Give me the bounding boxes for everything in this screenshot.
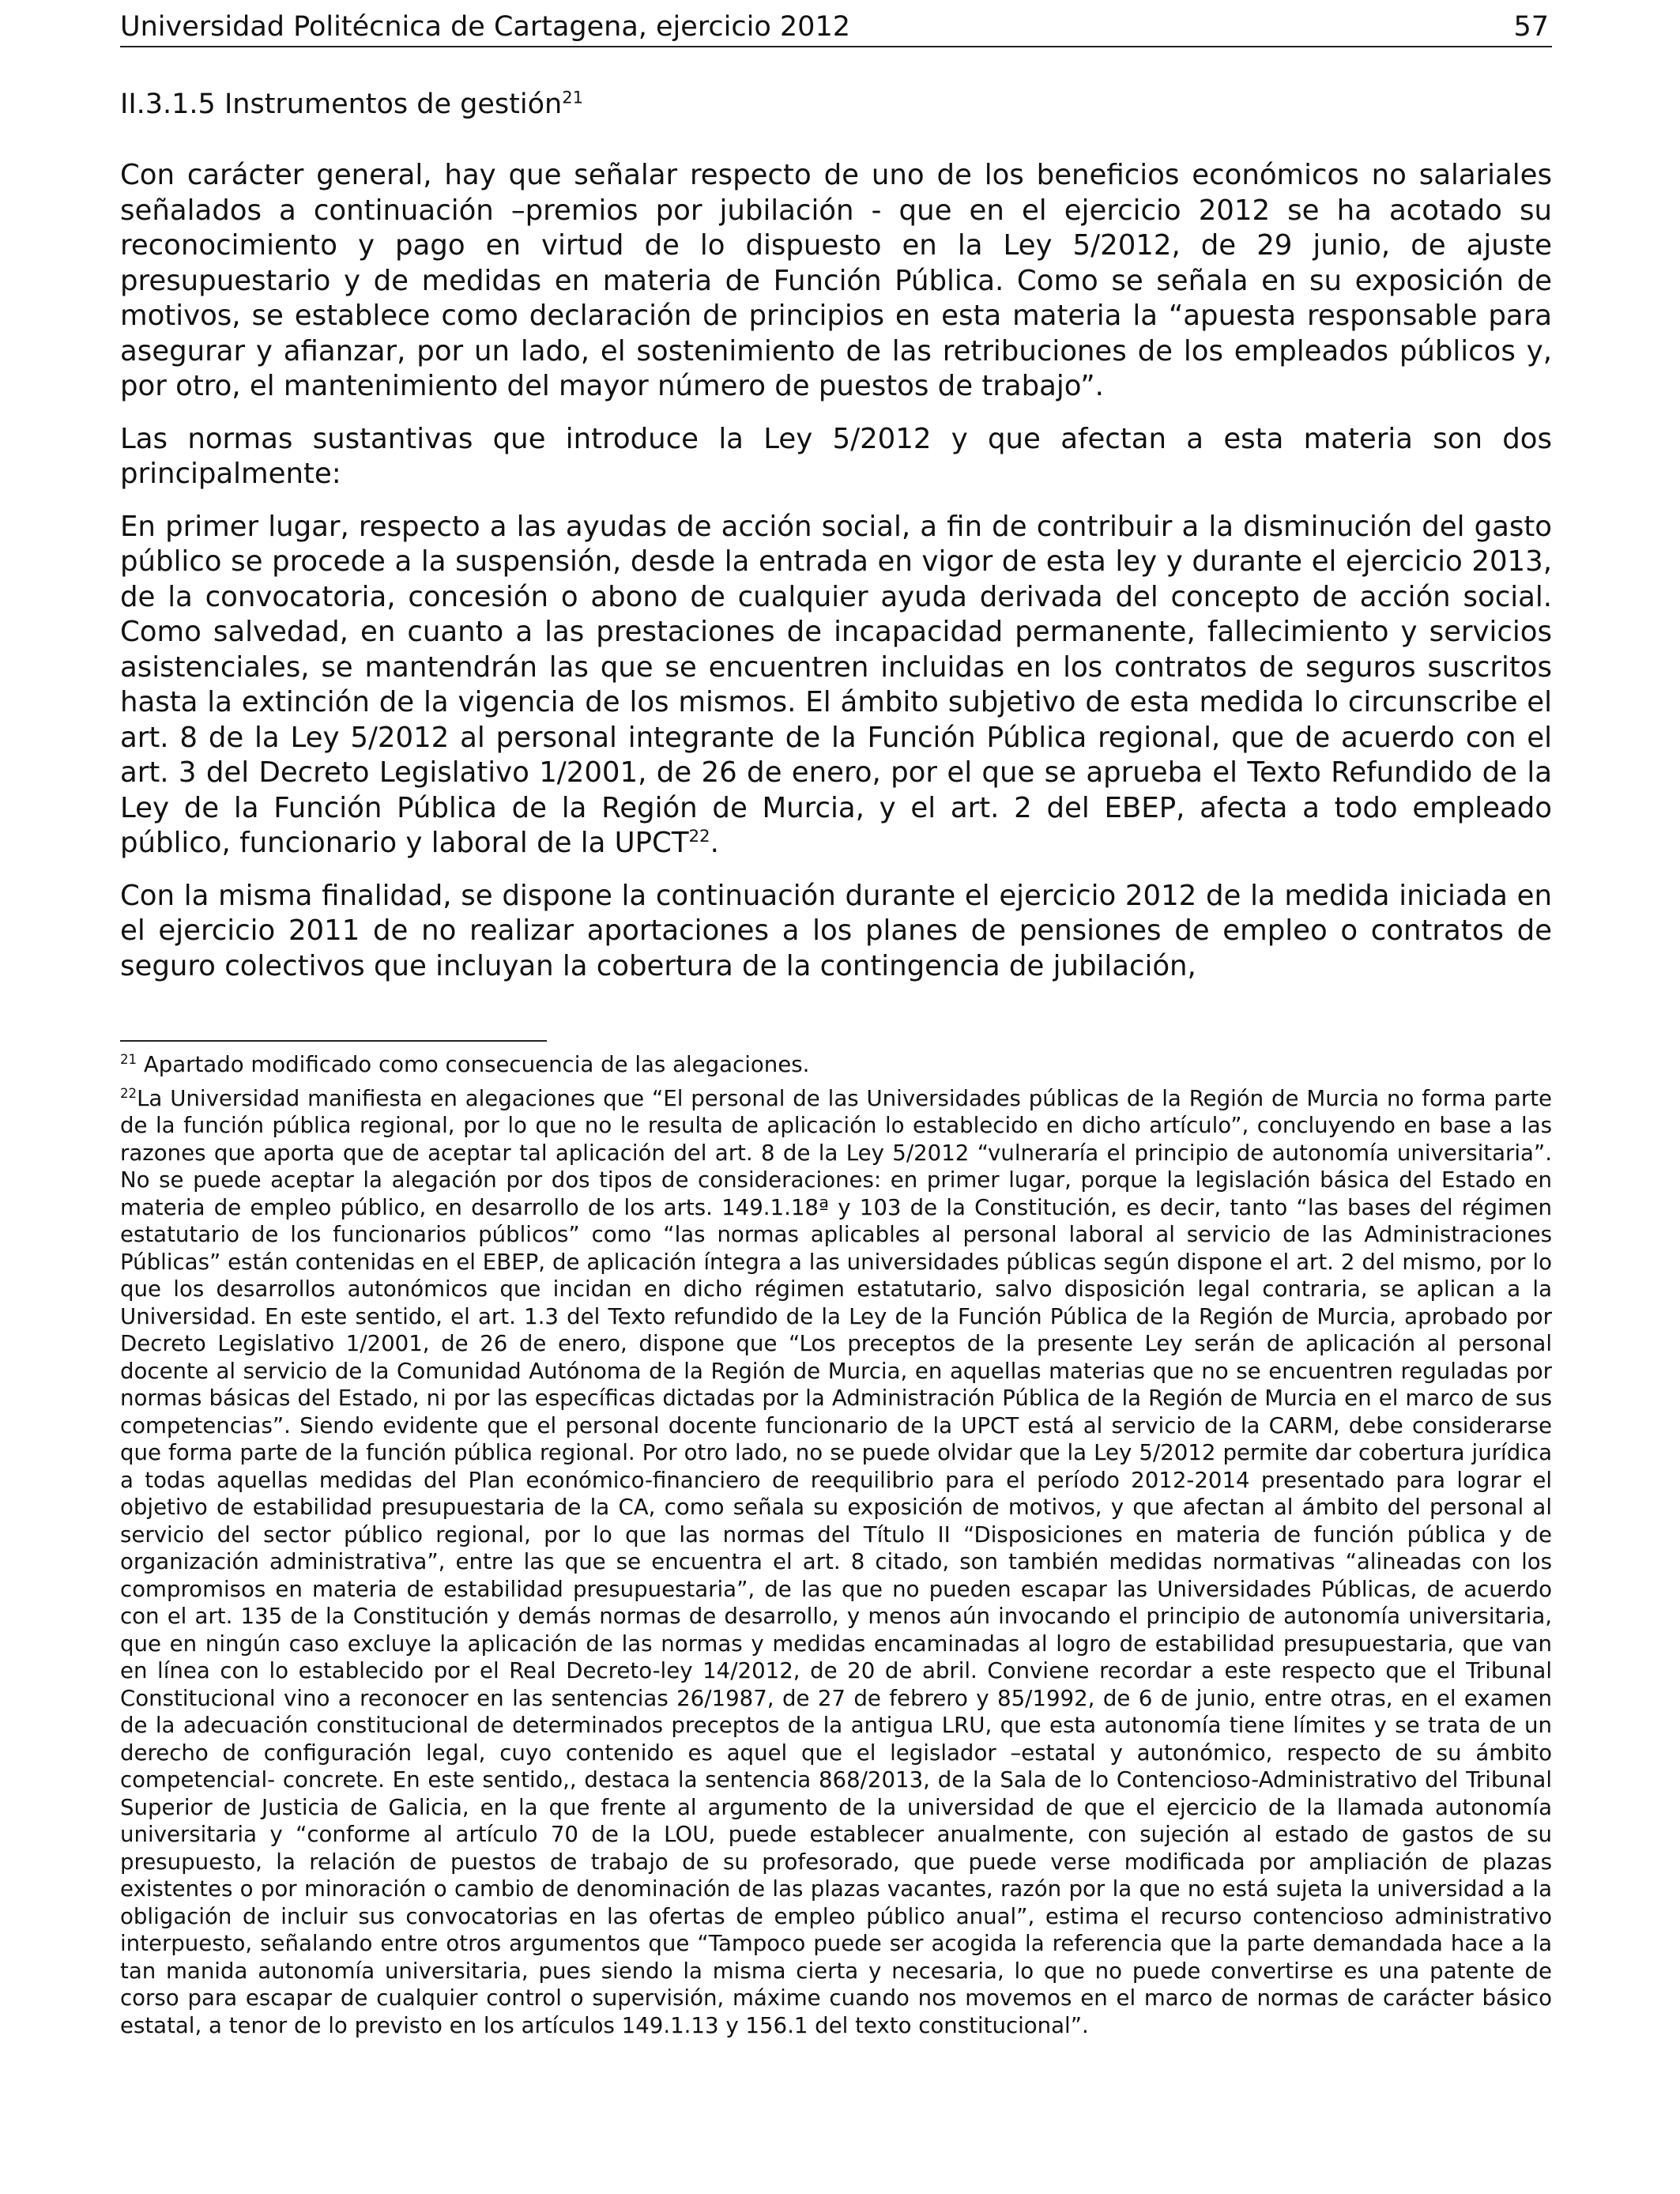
footnote-ref-22: 22 bbox=[688, 827, 710, 847]
footnote-ref-21: 21 bbox=[562, 88, 583, 107]
footnote-21 bbox=[120, 1051, 1552, 1079]
paragraph-3-end: . bbox=[710, 827, 719, 859]
paragraph-4: Con la misma finalidad, se dispone la continuación durante el ejercicio 2012 de la medida iniciada en el ejercicio 2011 de no realizar aportaciones a los planes de pensiones de empleo o contratos de seguro colectivos que incluyan la cobertura de la contingencia de jubilación, bbox=[120, 879, 1552, 982]
paragraph-3 bbox=[120, 510, 1552, 861]
section-heading-text: II.3.1.5 Instrumentos de gestión bbox=[120, 89, 563, 120]
main-content bbox=[120, 85, 1552, 1001]
paragraph-3-text: En primer lugar, respecto a las ayudas de acción social, a fin de contribuir a la disminución del gasto público se procede a la suspensión, desde la entrada en vigor de esta ley y durante el ejercicio 2013, de la convocatoria, concesión o abono de cualquier ayuda derivada del concepto de acción social. Como salvedad, en cuanto a las prestaciones de incapacidad permanente, fallecimiento y servicios asistenciales, se mantendrán las que se encuentren incluidas en los contratos de seguros suscritos hasta la extinción de la vigencia de los mismos. El ámbito subjetivo de esta medida lo circunscribe el art. 8 de la Ley 5/2012 al personal integrante de la Función Pública regional, que de acuerdo con el art. 3 del Decreto Legislativo 1/2001, de 26 de enero, por el que se aprueba el Texto Refundido de la Ley de la Función Pública de la Región de Murcia, y el art. 2 del EBEP, afecta a todo empleado público, funcionario y laboral de la UPCT bbox=[120, 510, 1552, 859]
footnote-text: La Universidad manifiesta en alegaciones que “El personal de las Universidades públicas de la Región de Murcia no forma parte de la función pública regional, por lo que no le resulta de aplicación lo establecido en dicho artículo”, concluyendo en base a las razones que aporta que de aceptar tal aplicación del art. 8 de la Ley 5/2012 “vulneraría el principio de autonomía universitaria”. No se puede aceptar la alegación por dos tipos de consideraciones: en primer lugar, porque la legislación básica del Estado en materia de empleo público, en desarrollo de los arts. 149.1.18ª y 103 de la Constitución, es decir, tanto “las bases del régimen estatutario de los funcionarios públicos” como “las normas aplicables al personal laboral al servicio de las Administraciones Públicas” están contenidas en el EBEP, de aplicación íntegra a las universidades públicas según dispone el art. 2 del mismo, por lo que los desarrollos autonómicos que incidan en dicho régimen estatutario, salvo disposición legal contraria, se aplican a la Universidad. En este sentido, el art. 1.3 del Texto refundido de la Ley de la Función Pública de la Región de Murcia, aprobado por Decreto Legislativo 1/2001, de 26 de enero, dispone que “Los preceptos de la presente Ley serán de aplicación al personal docente al servicio de la Comunidad Autónoma de la Región de Murcia, en aquellas materias que no se encuentren reguladas por normas básicas del Estado, ni por las específicas dictadas por la Administración Pública de la Región de Murcia en el marco de sus competencias”. Siendo evidente que el personal docente funcionario de la UPCT está al servicio de la CARM, debe considerarse que forma parte de la función pública regional. Por otro lado, no se puede olvidar que la Ley 5/2012 permite dar cobertura jurídica a todas aquellas medidas del Plan económico-financiero de reequilibrio para el período 2012-2014 presentado para lograr el objetivo de estabilidad presupuestaria de la CA, como señala su exposición de motivos, y que afectan al ámbito del personal al servicio del sector público regional, por lo que las normas del Título II “Disposiciones en materia de función pública y de organización administrativa”, entre las que se encuentra el art. 8 citado, son también medidas normativas “alineadas con los compromisos en materia de estabilidad presupuestaria”, de las que no pueden escapar las Universidades Públicas, de acuerdo con el art. 135 de la Constitución y demás normas de desarrollo, y menos aún invocando el principio de autonomía universitaria, que en ningún caso excluye la aplicación de las normas y medidas encaminadas al logro de estabilidad presupuestaria, que van en línea con lo establecido por el Real Decreto-ley 14/2012, de 20 de abril. Conviene recordar a este respecto que el Tribunal Constitucional vino a reconocer en las sentencias 26/1987, de 27 de febrero y 85/1992, de 6 de junio, entre otras, en el examen de la adecuación constitucional de determinados preceptos de la antigua LRU, que esta autonomía tiene límites y se trata de un derecho de configuración legal, cuyo contenido es aquel que el legislador –estatal y autonómico, respecto de su ámbito competencial- concrete. En este sentido,, destaca la sentencia 868/2013, de la Sala de lo Contencioso-Administrativo del Tribunal Superior de Justicia de Galicia, en la que frente al argumento de la universidad de que el ejercicio de la llamada autonomía universitaria y “conforme al artículo 70 de la LOU, puede establecer anualmente, con sujeción al estado de gastos de su presupuesto, la relación de puestos de trabajo de su profesorado, que puede verse modificada por ampliación de plazas existentes o por minoración o cambio de denominación de las plazas vacantes, razón por la que no está sujeta la universidad a la obligación de incluir sus convocatorias en las ofertas de empleo público anual”, estima el recurso contencioso administrativo interpuesto, señalando entre otros argumentos que “Tampoco puede ser acogida la referencia que la parte demandada hace a la tan manida autonomía universitaria, pues siendo la misma cierta y necesaria, lo que no puede convertirse es una patente de corso para escapar de cualquier control o supervisión, máxime cuando nos movemos en el marco de normas de carácter básico estatal, a tenor de lo previsto en los artículos 149.1.13 y 156.1 del texto constitucional”. bbox=[120, 1084, 1552, 2038]
footnotes bbox=[120, 1051, 1552, 2039]
page-header bbox=[120, 8, 1552, 47]
running-title: Universidad Politécnica de Cartagena, ejercicio 2012 bbox=[120, 11, 850, 43]
page-number: 57 bbox=[1513, 11, 1549, 43]
footnote-number: 22 bbox=[120, 1085, 137, 1101]
section-heading bbox=[120, 85, 1552, 123]
paragraph-1: Con carácter general, hay que señalar respecto de uno de los beneficios económicos no salariales señalados a continuación –premios por jubilación - que en el ejercicio 2012 se ha acotado su reconocimiento y pago en virtud de lo dispuesto en la Ley 5/2012, de 29 junio, de ajuste presupuestario y de medidas en materia de Función Pública. Como se señala en su exposición de motivos, se establece como declaración de principios en esta materia la “apuesta responsable para asegurar y afianzar, por un lado, el sostenimiento de las retribuciones de los empleados públicos y, por otro, el mantenimiento del mayor número de puestos de trabajo”. bbox=[120, 159, 1552, 402]
footnote-divider bbox=[120, 1040, 547, 1042]
footnote-text: Apartado modificado como consecuencia de las alegaciones. bbox=[137, 1051, 810, 1077]
paragraph-2: Las normas sustantivas que introduce la Ley 5/2012 y que afectan a esta materia son dos principalmente: bbox=[120, 422, 1552, 490]
footnote-number: 21 bbox=[120, 1051, 137, 1067]
footnote-22 bbox=[120, 1085, 1552, 2040]
